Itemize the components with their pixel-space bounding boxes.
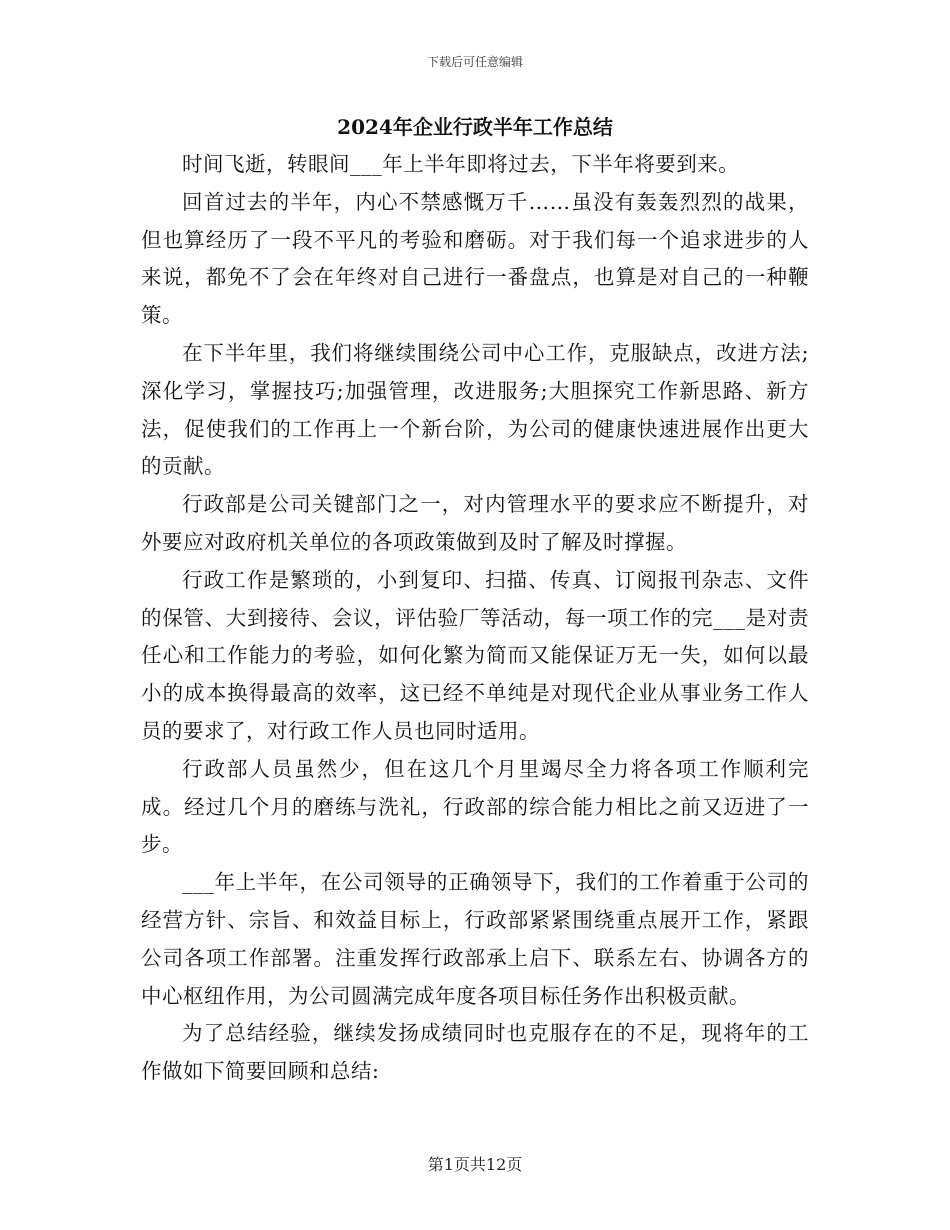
paragraph-1: 时间飞逝，转眼间___年上半年即将过去，下半年将要到来。 — [182, 152, 740, 176]
page-footer-page-number: 第1页共12页 — [427, 1155, 523, 1174]
paragraph-5: 行政工作是繁琐的，小到复印、扫描、传真、订阅报刊杂志、文件的保管、大到接待、会议，评估验厂等活动，每一项工作的完___是对责任心和工作能力的考验，如何化繁为简而又能保证万无一失，如何以最小的成本换得最高的效率，这已经不单纯是对现代企业从事业务工作人员的要求了，对行政工作人员也同时适用。 — [141, 567, 809, 743]
paragraph-6: 行政部人员虽然少，但在这几个月里竭尽全力将各项工作顺利完成。经过几个月的磨练与洗礼，行政部的综合能力相比之前又迈进了一步。 — [141, 756, 809, 857]
paragraph-2: 回首过去的半年，内心不禁感慨万千……虽没有轰轰烈烈的战果，但也算经历了一段不平凡的考验和磨砺。对于我们每一个追求进步的人来说，都免不了会在年终对自己进行一番盘点，也算是对自己的一种鞭策。 — [141, 189, 809, 328]
paragraph-3: 在下半年里，我们将继续围绕公司中心工作，克服缺点，改进方法;深化学习，掌握技巧;加强管理，改进服务;大胆探究工作新思路、新方法，促使我们的工作再上一个新台阶，为公司的健康快速进展作出更大的贡献。 — [141, 340, 809, 479]
paragraph-7: ___年上半年，在公司领导的正确领导下，我们的工作着重于公司的经营方针、宗旨、和效益目标上，行政部紧紧围绕重点展开工作，紧跟公司各项工作部署。注重发挥行政部承上启下、联系左右、协调各方的中心枢纽作用，为公司圆满完成年度各项目标任务作出积极贡献。 — [141, 870, 809, 1008]
document-title: 2024年企业行政半年工作总结 — [337, 115, 613, 139]
paragraph-4: 行政部是公司关键部门之一，对内管理水平的要求应不断提升，对外要应对政府机关单位的各项政策做到及时了解及时撑握。 — [141, 492, 809, 554]
document-body — [141, 146, 809, 1091]
paragraph-8: 为了总结经验，继续发扬成绩同时也克服存在的不足，现将年的工作做如下简要回顾和总结: — [141, 1021, 809, 1084]
page-header-note: 下载后可任意编辑 — [426, 55, 523, 69]
